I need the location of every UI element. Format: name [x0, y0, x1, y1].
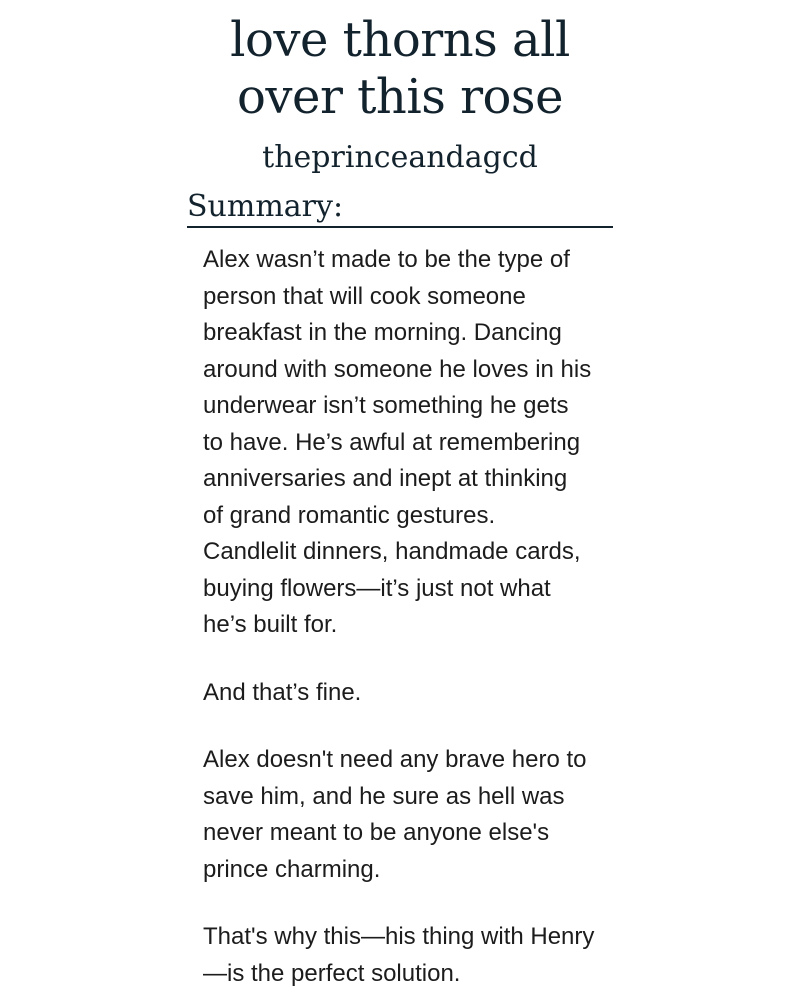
summary-line: anniversaries and inept at thinking	[203, 465, 568, 492]
summary-line: Alex doesn't need any brave hero to	[203, 746, 587, 773]
summary-line: underwear isn’t something he gets	[203, 392, 569, 419]
summary-paragraph	[203, 919, 603, 992]
work-title-line: love thorns all	[230, 12, 570, 68]
summary-paragraph	[203, 675, 603, 712]
summary-line: he’s built for.	[203, 611, 338, 638]
work-title	[0, 12, 800, 126]
summary-line: —is the perfect solution.	[203, 959, 461, 987]
summary-line: Candlelit dinners, handmade cards,	[203, 538, 581, 565]
summary-line: never meant to be anyone else's	[203, 819, 550, 846]
summary-line: person that will cook someone	[203, 282, 526, 310]
summary-body	[203, 242, 603, 1000]
summary-line: And that’s fine.	[203, 678, 362, 706]
summary-line: breakfast in the morning. Dancing	[203, 319, 562, 346]
summary-line: of grand romantic gestures.	[203, 501, 496, 529]
summary-line: prince charming.	[203, 855, 381, 883]
summary-paragraph	[203, 742, 603, 888]
author-link[interactable]: theprinceandagcd	[262, 140, 538, 175]
summary-line: save him, and he sure as hell was	[203, 782, 565, 810]
summary-line: to have. He’s awful at remembering	[203, 428, 581, 456]
summary-line: buying flowers—it’s just not what	[203, 574, 551, 602]
summary-heading: Summary:	[187, 188, 613, 228]
summary-paragraph	[203, 242, 603, 644]
summary-line: around with someone he loves in his	[203, 355, 592, 383]
summary-line: Alex wasn’t made to be the type of	[203, 246, 570, 273]
work-title-line: over this rose	[237, 69, 563, 125]
summary-line: That's why this—his thing with Henry	[203, 923, 595, 950]
